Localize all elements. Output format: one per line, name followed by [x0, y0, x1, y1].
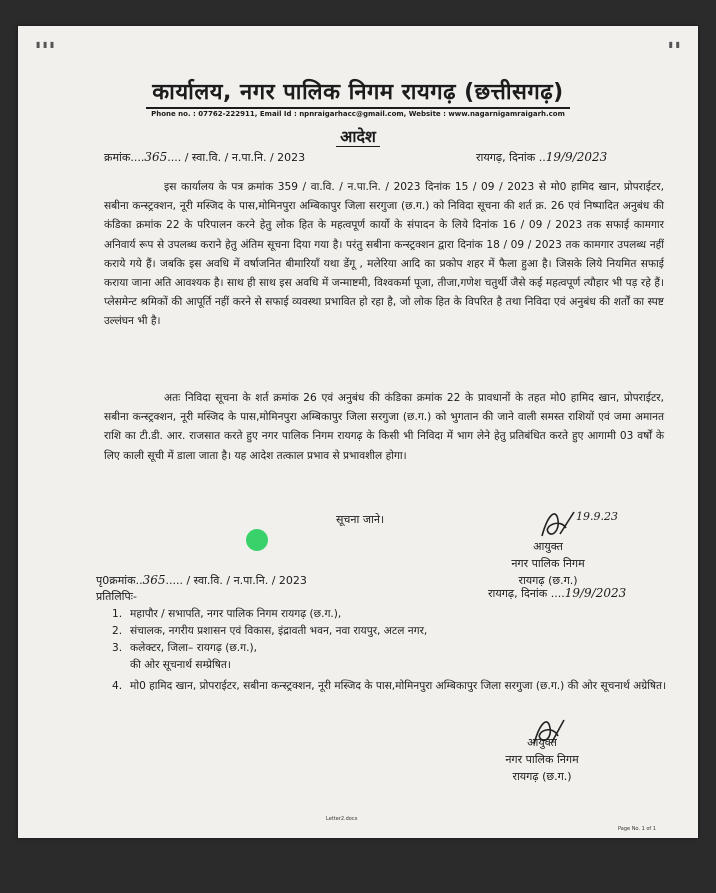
office-title: कार्यालय, नगर पालिक निगम रायगढ़ (छत्तीसगढ़) [18, 76, 698, 106]
paragraph-order: अतः निविदा सूचना के शर्त क्रमांक 26 एवं अनुबंध की कंडिका क्रमांक 22 के प्रावधानों के तहत मो0 हामिद खान, प्रोपराईटर, सबीना कन्स्ट्रक्शन, नूरी मस्जिद के पास,मोमिनपुरा अम्बिकापुर जिला सरगुजा (छ.ग.) को भुगतान की जाने वाली समस्त राशियों एवं जमा अमानत राशि का टी.डी. आर. राजसात करते हुए नगर पालिक निगम रायगढ़ के किसी भी निविदा में भाग लेने हेतु प्रतिबंधित करते हुए आगामी 03 वर्षों के लिए काली सूची में डाला जाता है। यह आदेश तत्काल प्रभाव से प्रभावशील होगा। [104, 392, 664, 462]
signatory-title: आयुक्त [527, 736, 557, 749]
list-item: 3. कलेक्टर, जिला– रायगढ़ (छ.ग.), [112, 642, 257, 654]
green-dot [246, 529, 268, 551]
copy-list [112, 606, 672, 695]
signatory-block-1 [488, 538, 608, 589]
signatory-office: नगर पालिक निगम [505, 753, 579, 766]
reference-date: रायगढ़, दिनांक ..19/9/2023 [476, 150, 608, 164]
edge-marks: ▮ ▮ ▮ ▮ ▮ [36, 40, 680, 49]
closing-line: सूचना जाने। [336, 513, 385, 526]
document-page [18, 26, 698, 838]
endorsement-number: पृ0क्रमांक..365..... / स्वा.वि. / न.पा.नि. / 2023 [96, 573, 307, 587]
endorsement-date: रायगढ़, दिनांक ....19/9/2023 [488, 586, 627, 600]
office-contact: Phone no. : 07762-222911, Email Id : npnraigarhacc@gmail.com, Website : www.nagarnigamraigarh.com [151, 110, 565, 118]
list-item: 4. मो0 हामिद खान, प्रोपराईटर, सबीना कन्स्ट्रक्शन, नूरी मस्जिद के पास,मोमिनपुरा अम्बिकापुर जिला सरगुजा (छ.ग.) की ओर सूचनार्थ अग्रेषित। [112, 680, 667, 692]
signatory-place: रायगढ़ (छ.ग.) [518, 574, 578, 587]
list-item: 2. संचालक, नगरीय प्रशासन एवं विकास, इंद्रावती भवन, नवा रायपुर, अटल नगर, [112, 625, 428, 637]
signature-date: 19.9.23 [576, 510, 618, 523]
copy-label: प्रतिलिपिः- [96, 590, 137, 603]
paragraph-notice: इस कार्यालय के पत्र क्रमांक 359 / वा.वि. / न.पा.नि. / 2023 दिनांक 15 / 09 / 2023 से मो0 हामिद खान, प्रोपराईटर, सबीना कन्स्ट्रक्शन, नूरी मस्जिद के पास,मोमिनपुरा अम्बिकापुर जिला सरगुजा (छ.ग.) को निविदा सूचना की शर्त क्र. 26 एवं निष्पादित अनुबंध की कंडिका क्रमांक 22 के परिपालन करने हेतु लोक हित के महत्वपूर्ण कार्यो के संपादन के लिये दिनांक 16 / 09 / 2023 तक सफाई कामगार अनिवार्य रूप से उपलब्ध कराने हेतु अंतिम सूचना दिया गया है। परंतु सबीना कन्स्ट्रक्शन द्वारा दिनांक 18 / 09 / 2023 तक कामगार उपलब्ध नहीं कराये गये हैं। जबकि इस अवधि में वर्षाजनित बीमारियाँ यथा डेंगू , मलेरिया आदि का प्रकोप शहर में फैला हुआ है। जिसके लिये नियमित सफाई कराया जाना अति आवश्यक है। साथ ही साथ इस अवधि में जन्माष्टमी, विश्वकर्मा पूजा, तीजा,गणेश चतुर्थी जैसे कई महत्वपूर्ण त्यौहार भी पड़ रहे हैं। प्लेसमेन्ट श्रमिकों की आपूर्ति नहीं करने से सफाई व्यवस्था प्रभावित हो रहा है, जो लोक हित के विपरित है तथा निविदा एवं अनुबंध की शर्तों का स्पष्ट उल्लंघन भी है। [104, 181, 664, 328]
signatory-office: नगर पालिक निगम [511, 557, 585, 570]
footer-page-number: Page No. 1 of 1 [618, 826, 656, 832]
footer-filename: Letter2.docx [326, 816, 358, 822]
list-item: 1. महापौर / सभापति, नगर पालिक निगम रायगढ़ (छ.ग.), [112, 608, 342, 620]
signatory-block-2 [482, 734, 602, 785]
reference-number: क्रमांक....365.... / स्वा.वि. / न.पा.नि. / 2023 [104, 150, 306, 164]
list-item: की ओर सूचनार्थ सम्प्रेषित। [130, 659, 231, 671]
order-heading: आदेश [18, 125, 698, 147]
signatory-title: आयुक्त [533, 540, 563, 553]
signatory-place: रायगढ़ (छ.ग.) [512, 770, 572, 783]
